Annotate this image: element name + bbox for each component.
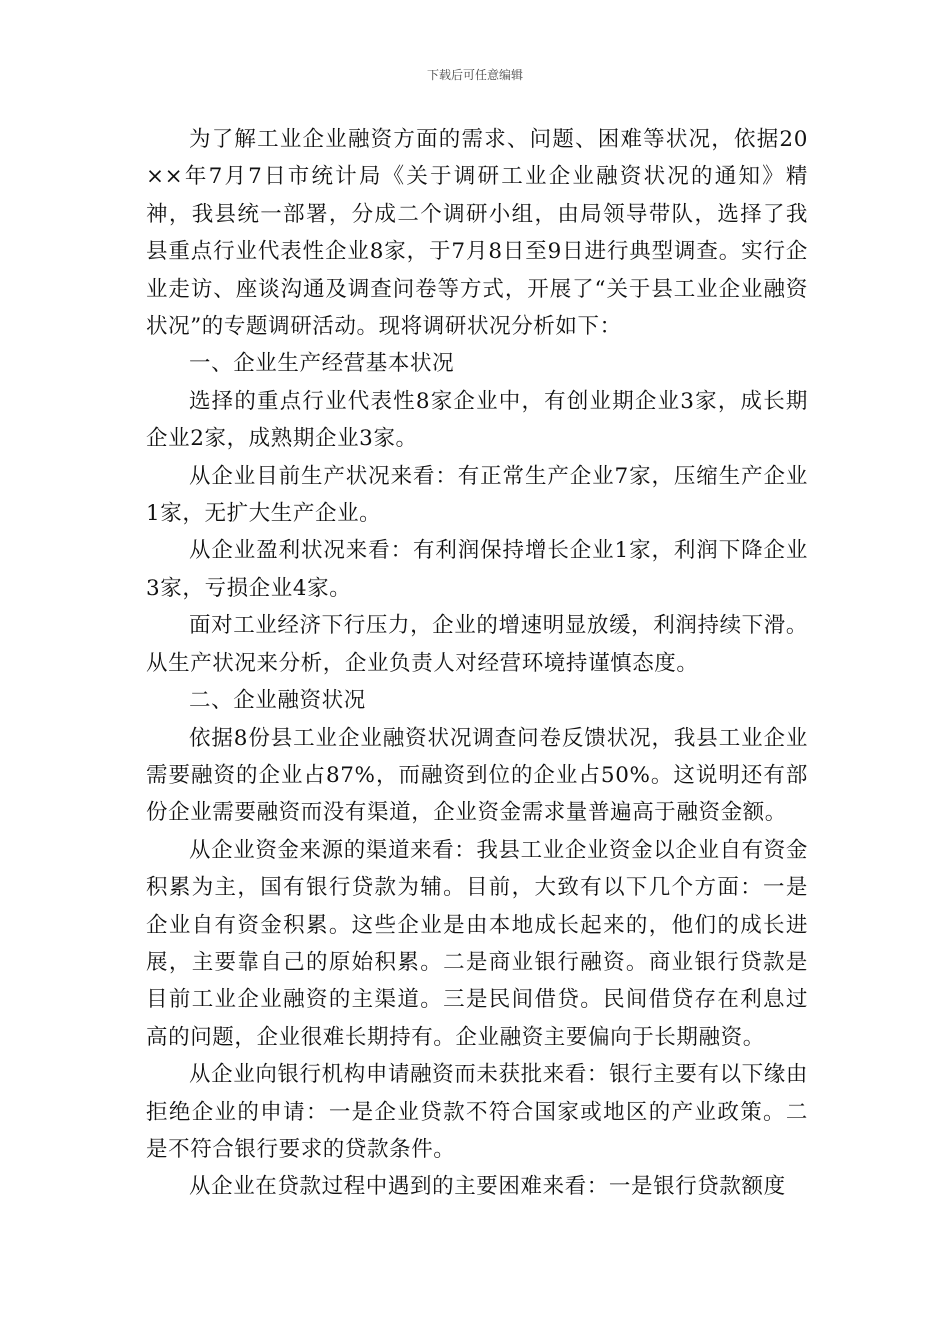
document-body: [146, 121, 808, 1206]
section-heading-2: 二、企业融资状况: [189, 688, 366, 714]
paragraph-profit-status: 从企业盈利状况来看：有利润保持增长企业1家，利润下降企业3家，亏损企业4家。: [146, 538, 808, 601]
paragraph-loan-difficulties: 从企业在贷款过程中遇到的主要困难来看：一是银行贷款额度: [189, 1174, 786, 1200]
section-heading-1: 一、企业生产经营基本状况: [189, 351, 455, 377]
paragraph-intro: 为了解工业企业融资方面的需求、问题、困难等状况，依据20××年7月7日市统计局《关于调研工业企业融资状况的通知》精神，我县统一部署，分成二个调研小组，由局领导带队，选择了我县重点行业代表性企业8家，于7月8日至9日进行典型调查。实行企业走访、座谈沟通及调查问卷等方式，开展了“关于县工业企业融资状况”的专题调研活动。现将调研状况分析如下：: [146, 127, 808, 340]
paragraph-financing-survey: 依据8份县工业企业融资状况调查问卷反馈状况，我县工业企业需要融资的企业占87%，而融资到位的企业占50%。这说明还有部份企业需要融资而没有渠道，企业资金需求量普遍高于融资金额。: [146, 725, 808, 826]
paragraph-funding-sources: 从企业资金来源的渠道来看：我县工业企业资金以企业自有资金积累为主，国有银行贷款为辅。目前，大致有以下几个方面：一是企业自有资金积累。这些企业是由本地成长起来的，他们的成长进展，主要靠自己的原始积累。二是商业银行融资。商业银行贷款是目前工业企业融资的主渠道。三是民间借贷。民间借贷存在利息过高的问题，企业很难长期持有。企业融资主要偏向于长期融资。: [146, 837, 808, 1050]
paragraph-economic-pressure: 面对工业经济下行压力，企业的增速明显放缓，利润持续下滑。从生产状况来分析，企业负责人对经营环境持谨慎态度。: [146, 613, 808, 676]
paragraph-loan-rejection: 从企业向银行机构申请融资而未获批来看：银行主要有以下缘由拒绝企业的申请：一是企业贷款不符合国家或地区的产业政策。二是不符合银行要求的贷款条件。: [146, 1062, 808, 1162]
paragraph-enterprise-types: 选择的重点行业代表性8家企业中，有创业期企业3家，成长期企业2家，成熟期企业3家。: [146, 388, 808, 452]
page-header-note: 下载后可任意编辑: [426, 68, 523, 82]
paragraph-production-status: 从企业目前生产状况来看：有正常生产企业7家，压缩生产企业1家，无扩大生产企业。: [146, 463, 808, 527]
